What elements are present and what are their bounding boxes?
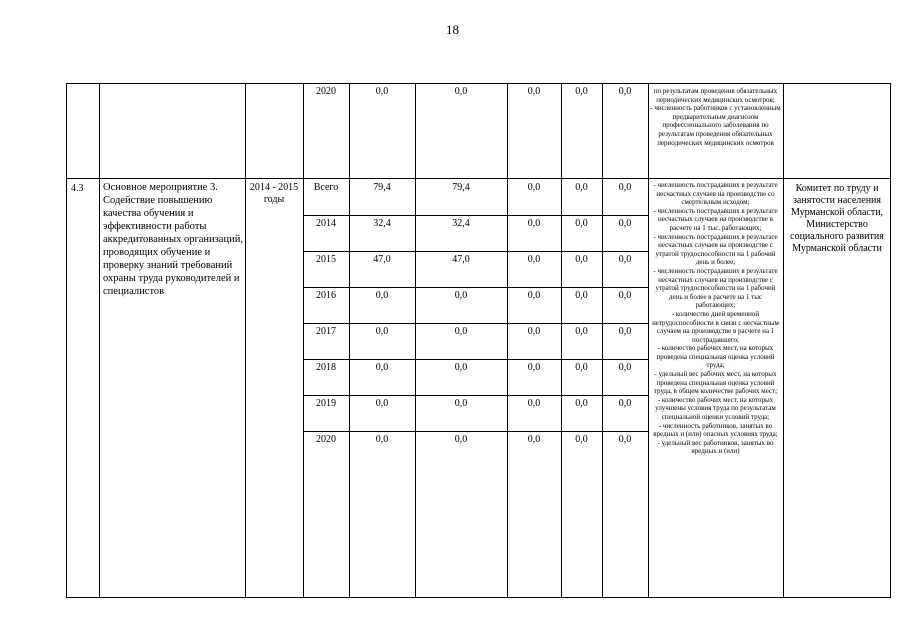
value-cell: 0,0 bbox=[527, 362, 541, 373]
value-cell: 79,4 bbox=[373, 182, 391, 193]
value-cell: 0,0 bbox=[575, 434, 588, 445]
year-cell: 2019 bbox=[316, 398, 336, 409]
table-border-top bbox=[66, 83, 891, 84]
col-divider bbox=[349, 83, 350, 598]
value-cell: 0,0 bbox=[575, 362, 588, 373]
value-cell: 0,0 bbox=[375, 434, 389, 445]
cont-value-cell: 0,0 bbox=[375, 86, 389, 97]
col-divider bbox=[99, 83, 100, 598]
table-border-right bbox=[890, 83, 891, 598]
cont-value-cell: 0,0 bbox=[527, 86, 541, 97]
col-divider bbox=[561, 83, 562, 598]
cont-value-cell: 0,0 bbox=[618, 86, 632, 97]
value-cell: 0,0 bbox=[575, 182, 588, 193]
value-cell: 0,0 bbox=[527, 254, 541, 265]
year-cell: 2018 bbox=[316, 362, 336, 373]
value-cell: 0,0 bbox=[527, 398, 541, 409]
value-cell: 32,4 bbox=[373, 218, 391, 229]
value-cell: 79,4 bbox=[452, 182, 470, 193]
row-number: 4.3 bbox=[71, 183, 84, 194]
year-row-divider bbox=[303, 431, 649, 432]
year-row-divider bbox=[303, 323, 649, 324]
year-row-divider bbox=[303, 215, 649, 216]
cont-value-cell: 0,0 bbox=[454, 86, 468, 97]
value-cell: 0,0 bbox=[575, 398, 588, 409]
col-divider bbox=[245, 83, 246, 598]
value-cell: 0,0 bbox=[454, 326, 468, 337]
year-row-divider bbox=[303, 395, 649, 396]
cont-year-cell: 2020 bbox=[316, 86, 336, 97]
value-cell: 32,4 bbox=[452, 218, 470, 229]
value-cell: 0,0 bbox=[618, 362, 632, 373]
year-row-divider bbox=[303, 287, 649, 288]
col-divider bbox=[783, 83, 784, 598]
value-cell: 0,0 bbox=[575, 218, 588, 229]
year-row-divider bbox=[303, 359, 649, 360]
col-divider bbox=[648, 83, 649, 598]
value-cell: 0,0 bbox=[618, 326, 632, 337]
value-cell: 0,0 bbox=[454, 398, 468, 409]
measure-name: Основное мероприятие 3. Содействие повышению качества обучения и эффективности работы аккредитованных организаций, проводящих обучение и проверку знаний требований охраны труда руководителей и специалистов bbox=[103, 182, 243, 297]
value-cell: 0,0 bbox=[375, 290, 389, 301]
table-border-left bbox=[66, 83, 67, 598]
year-cell: 2014 bbox=[316, 218, 336, 229]
value-cell: 0,0 bbox=[618, 182, 632, 193]
page-number: 18 bbox=[446, 22, 459, 37]
value-cell: 0,0 bbox=[618, 218, 632, 229]
value-cell: 0,0 bbox=[527, 434, 541, 445]
year-cell: 2015 bbox=[316, 254, 336, 265]
value-cell: 0,0 bbox=[575, 290, 588, 301]
value-cell: 0,0 bbox=[454, 290, 468, 301]
value-cell: 0,0 bbox=[454, 362, 468, 373]
cont-value-cell: 0,0 bbox=[575, 86, 588, 97]
value-cell: 0,0 bbox=[575, 254, 588, 265]
value-cell: 0,0 bbox=[375, 362, 389, 373]
value-cell: 0,0 bbox=[527, 182, 541, 193]
value-cell: 0,0 bbox=[575, 326, 588, 337]
value-cell: 0,0 bbox=[527, 218, 541, 229]
col-divider bbox=[303, 83, 304, 598]
value-cell: 0,0 bbox=[618, 254, 632, 265]
measures-table bbox=[66, 83, 891, 598]
value-cell: 0,0 bbox=[618, 398, 632, 409]
year-cell: Всего bbox=[313, 182, 339, 193]
year-cell: 2020 bbox=[316, 434, 336, 445]
table-border-bottom bbox=[66, 597, 891, 598]
value-cell: 0,0 bbox=[375, 326, 389, 337]
executor: Комитет по труду и занятости населения Мурманской области, Министерство социального развития Мурманской области bbox=[790, 183, 884, 254]
row-divider bbox=[66, 178, 891, 179]
col-divider bbox=[415, 83, 416, 598]
measure-period: 2014 - 2015 годы bbox=[249, 182, 299, 205]
col-divider bbox=[507, 83, 508, 598]
value-cell: 0,0 bbox=[454, 434, 468, 445]
cont-indicators-text: по результатам проведения обязательных периодических медицинских осмотров; - численность работников с установленным предварительным диагнозом профессионального заболевания по результатам проведения обязательных периодических медицинских осмотров bbox=[650, 87, 781, 147]
value-cell: 0,0 bbox=[375, 398, 389, 409]
year-row-divider bbox=[303, 251, 649, 252]
year-cell: 2017 bbox=[316, 326, 336, 337]
indicators-text: - численность пострадавших в результате несчастных случаев на производстве со смертельным исходом; - численность пострадавших в результате несчастных случаев на производстве в расчете на 1 тыс. работающих; - численность пострадавших в результате несчастных случаев на производстве с утратой трудоспособности на 1 рабочий день и более; - численность пострадавших в результате несчастных случаев на производстве с утратой трудоспособности на 1 рабочий день и более в расчете на 1 тыс работающих; - количество дней временной нетрудоспособности в связи с несчастным случаем на производстве в расчете на 1 пострадавшего; - количество рабочих мест, на которых проведена специальная оценка условий труда; - удельный вес рабочих мест, на которых проведена специальная оценка условий труда, в общем количестве рабочих мест; - количество рабочих мест, на которых улучшены условия труда по результатам специальной оценки условий труда; - численность работников, занятых во вредных и (или) опасных условиях труда; - удельный вес работников, занятых во вредных и (или) bbox=[652, 181, 779, 456]
value-cell: 0,0 bbox=[618, 434, 632, 445]
value-cell: 47,0 bbox=[452, 254, 470, 265]
value-cell: 47,0 bbox=[373, 254, 391, 265]
value-cell: 0,0 bbox=[527, 326, 541, 337]
col-divider bbox=[602, 83, 603, 598]
year-cell: 2016 bbox=[316, 290, 336, 301]
value-cell: 0,0 bbox=[527, 290, 541, 301]
value-cell: 0,0 bbox=[618, 290, 632, 301]
